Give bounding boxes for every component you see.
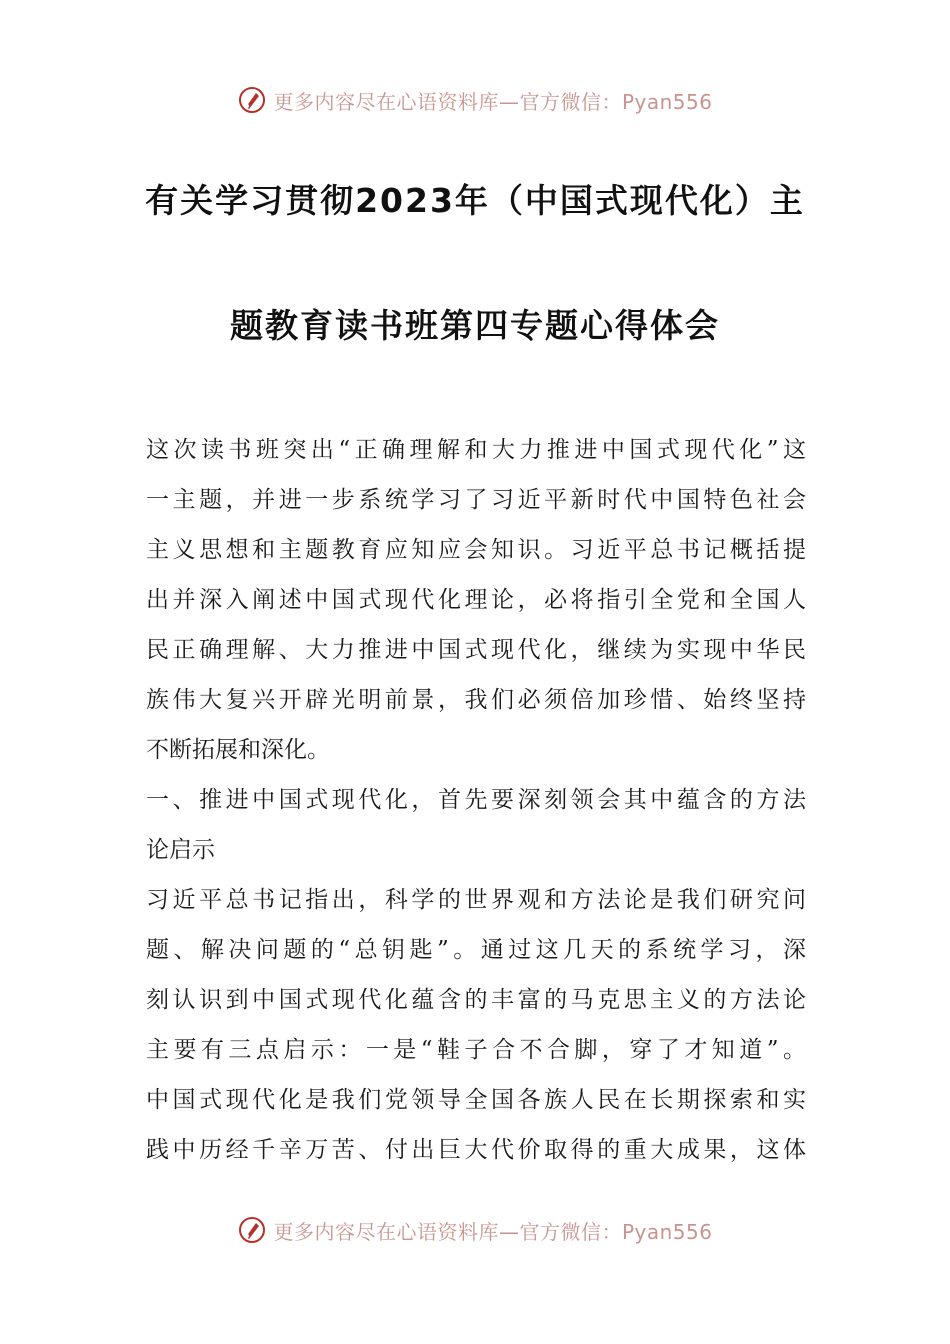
body-line: 族伟大复兴开辟光明前景，我们必须倍加珍惜、始终坚持 <box>146 687 806 713</box>
section-heading-line: 论启示 <box>146 837 215 863</box>
document-body <box>146 425 806 1175</box>
pen-nib-logo-icon <box>237 1215 267 1245</box>
watermark-header <box>0 80 950 120</box>
body-line: 出并深入阐述中国式现代化理论，必将指引全党和全国人 <box>146 587 806 613</box>
body-line: 刻认识到中国式现代化蕴含的丰富的马克思主义的方法论 <box>146 987 806 1013</box>
body-line: 践中历经千辛万苦、付出巨大代价取得的重大成果，这体 <box>146 1137 806 1163</box>
watermark-text: 更多内容尽在心语资料库—官方微信：Pyan556 <box>273 89 713 114</box>
body-line: 不断拓展和深化。 <box>146 737 330 763</box>
body-line: 主要有三点启示：一是“鞋子合不合脚，穿了才知道”。 <box>146 1037 806 1063</box>
body-line: 习近平总书记指出，科学的世界观和方法论是我们研究问 <box>146 887 806 913</box>
page-title-line-1: 有关学习贯彻2023年（中国式现代化）主 <box>145 181 805 220</box>
body-line: 这次读书班突出“正确理解和大力推进中国式现代化”这 <box>146 437 806 463</box>
watermark-footer <box>0 1210 950 1250</box>
body-line: 民正确理解、大力推进中国式现代化，继续为实现中华民 <box>146 637 806 663</box>
pen-nib-logo-icon <box>237 85 267 115</box>
section-heading-line: 一、推进中国式现代化，首先要深刻领会其中蕴含的方法 <box>146 787 806 813</box>
body-line: 中国式现代化是我们党领导全国各族人民在长期探索和实 <box>146 1087 806 1113</box>
body-line: 题、解决问题的“总钥匙”。通过这几天的系统学习，深 <box>146 937 806 963</box>
body-line: 主义思想和主题教育应知应会知识。习近平总书记概括提 <box>146 537 806 563</box>
page-title-line-2: 题教育读书班第四专题心得体会 <box>230 306 720 345</box>
body-line: 一主题，并进一步系统学习了习近平新时代中国特色社会 <box>146 487 806 513</box>
watermark-text: 更多内容尽在心语资料库—官方微信：Pyan556 <box>273 1219 713 1244</box>
